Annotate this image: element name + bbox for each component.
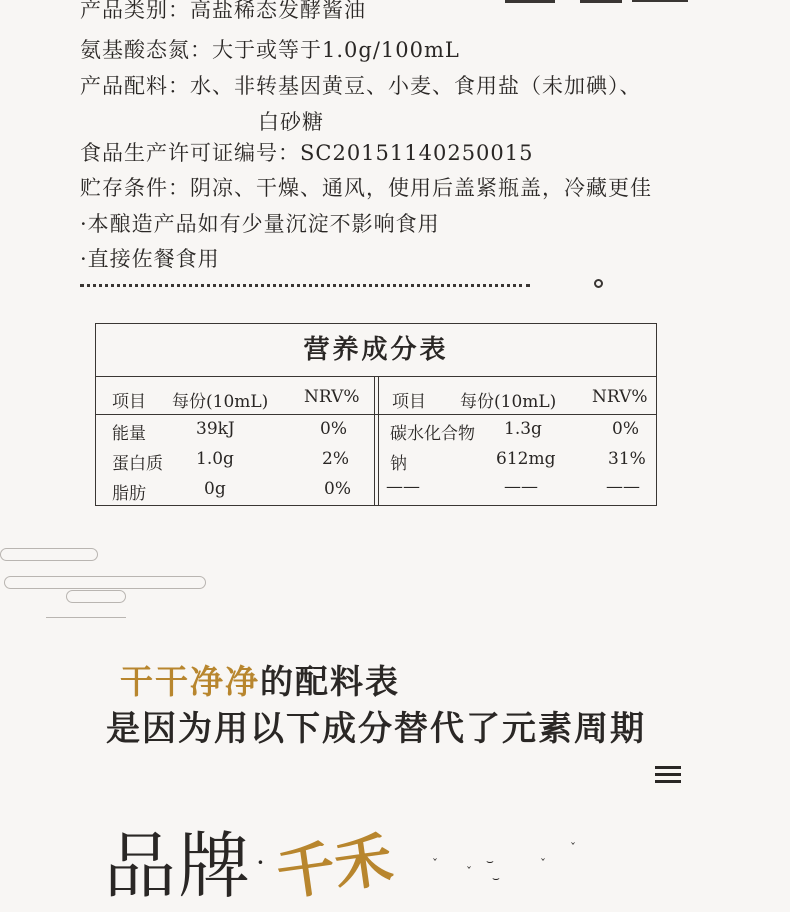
bird-ornament: ˇ xyxy=(570,841,576,855)
top-decoration-3 xyxy=(632,0,688,2)
top-decoration-1 xyxy=(505,0,555,3)
cloud-decoration xyxy=(0,548,98,561)
row-nrv: 0% xyxy=(612,419,639,439)
ring-ornament xyxy=(594,279,603,288)
row-value: —— xyxy=(504,477,538,497)
bird-ornament: ⌣ xyxy=(486,854,494,868)
brand-dot: · xyxy=(256,846,265,879)
row-name: 碳水化合物 xyxy=(390,424,475,444)
promo-subheading: 是因为用以下成分替代了元素周期 xyxy=(106,709,646,749)
bird-ornament: ˇ xyxy=(432,857,438,871)
row-nrv: 0% xyxy=(320,419,347,439)
bird-ornament: ˇ xyxy=(540,857,546,871)
cloud-decoration xyxy=(4,576,206,589)
nutrition-table xyxy=(95,323,657,506)
brand-label: 品牌 xyxy=(104,824,253,908)
header-nrv: NRV% xyxy=(304,387,360,407)
nutrition-title: 营养成分表 xyxy=(96,324,656,377)
cloud-decoration xyxy=(46,617,126,618)
row-name: 蛋白质 xyxy=(112,454,163,474)
header-per-serving: 每份(10mL) xyxy=(460,392,557,412)
storage-conditions: 贮存条件：阴凉、干燥、通风，使用后盖紧瓶盖，冷藏更佳 xyxy=(80,176,652,200)
product-category: 产品类别：高盐稀态发酵酱油 xyxy=(80,0,366,22)
promo-heading xyxy=(120,656,400,703)
row-nrv: —— xyxy=(606,477,640,497)
table-divider xyxy=(378,376,379,506)
row-nrv: 2% xyxy=(322,449,349,469)
header-nrv: NRV% xyxy=(592,387,648,407)
row-value: 1.3g xyxy=(504,419,542,439)
cloud-decoration xyxy=(66,590,126,603)
row-value: 39kJ xyxy=(196,419,235,439)
bird-ornament: ⌣ xyxy=(492,871,500,885)
row-name: 能量 xyxy=(112,424,146,444)
row-name: —— xyxy=(386,477,420,497)
sediment-note: ·本酿造产品如有少量沉淀不影响食用 xyxy=(80,212,440,236)
row-name: 钠 xyxy=(390,454,407,474)
row-name: 脂肪 xyxy=(112,484,146,504)
table-divider xyxy=(374,376,375,506)
row-nrv: 31% xyxy=(608,449,646,469)
amino-nitrogen: 氨基酸态氮：大于或等于1.0g/100mL xyxy=(80,38,460,62)
bird-ornament: ˇ xyxy=(466,865,472,879)
ingredients: 产品配料：水、非转基因黄豆、小麦、食用盐（未加碘）、 xyxy=(80,74,642,98)
row-value: 612mg xyxy=(496,449,556,469)
top-decoration-2 xyxy=(580,0,622,3)
row-nrv: 0% xyxy=(324,479,351,499)
brand-calligraphy-logo: 千禾 xyxy=(272,825,397,909)
license-number: 食品生产许可证编号：SC20151140250015 xyxy=(80,141,534,165)
promo-heading-rest: 的配料表 xyxy=(260,662,400,701)
ingredients-continued: 白砂糖 xyxy=(258,110,324,134)
header-per-serving: 每份(10mL) xyxy=(172,392,269,412)
header-item: 项目 xyxy=(392,392,426,412)
usage-note: ·直接佐餐食用 xyxy=(80,247,220,271)
header-item: 项目 xyxy=(112,392,146,412)
promo-heading-accent: 干干净净 xyxy=(120,662,260,701)
row-value: 1.0g xyxy=(196,449,234,469)
dotted-divider xyxy=(80,284,530,287)
menu-icon[interactable] xyxy=(655,766,681,786)
row-value: 0g xyxy=(204,479,226,499)
header-underline xyxy=(96,414,656,415)
